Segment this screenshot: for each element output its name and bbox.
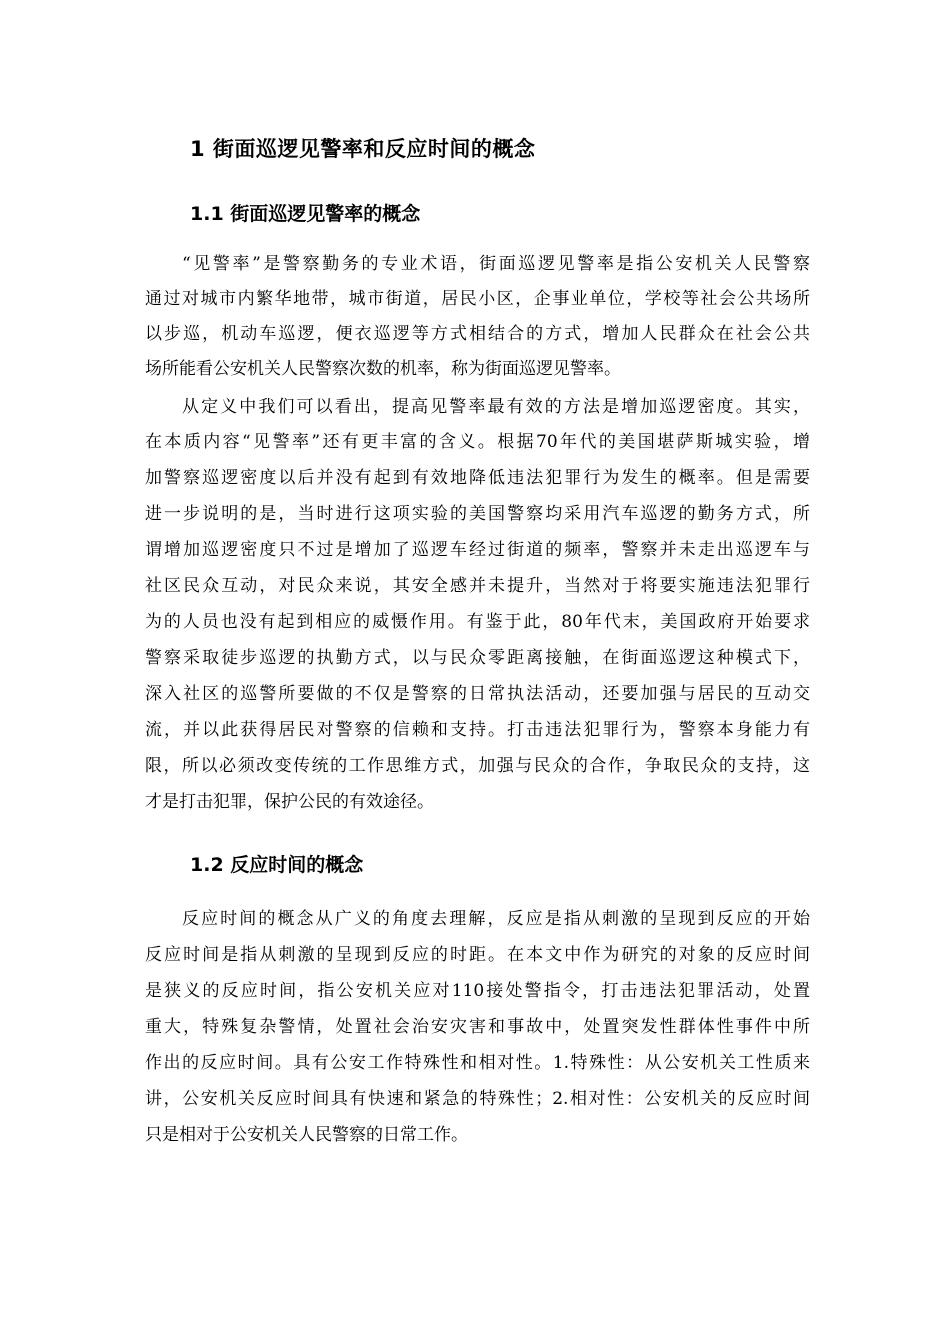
paragraph-line: 反应时间的概念从广义的角度去理解，反应是指从刺激的呈现到反应的开始: [182, 909, 810, 929]
paragraph-line: 重大，特殊复杂警情，处置社会治安灾害和事故中，处置突发性群体性事件中所: [145, 1017, 810, 1037]
paragraph-line: 警察采取徒步巡逻的执勤方式，以与民众零距离接触，在街面巡逻这种模式下，: [145, 648, 810, 668]
paragraph-line: 谓增加巡逻密度只不过是增加了巡逻车经过街道的频率，警察并未走出巡逻车与: [145, 540, 810, 560]
paragraph-line: 讲，公安机关反应时间具有快速和紧急的特殊性；2.相对性：公安机关的反应时间: [145, 1089, 810, 1109]
paragraph-line: 在本质内容“见警率”还有更丰富的含义。根据70年代的美国堪萨斯城实验，增: [145, 432, 810, 452]
paragraph-line: 为的人员也没有起到相应的威慑作用。有鉴于此，80年代末，美国政府开始要求: [145, 612, 810, 632]
paragraph-line: 只是相对于公安机关人民警察的日常工作。: [145, 1125, 468, 1145]
paragraph-line: 社区民众互动，对民众来说，其安全感并未提升，当然对于将要实施违法犯罪行: [145, 576, 810, 596]
paragraph-line: 限，所以必须改变传统的工作思维方式，加强与民众的合作，争取民众的支持，这: [145, 756, 810, 776]
paragraph-line: 作出的反应时间。具有公安工作特殊性和相对性。1.特殊性：从公安机关工性质来: [145, 1053, 810, 1073]
paragraph-line: “见警率”是警察勤务的专业术语，街面巡逻见警率是指公安机关人民警察: [182, 254, 810, 274]
paragraph-line: 进一步说明的是，当时进行这项实验的美国警察均采用汽车巡逻的勤务方式，所: [145, 504, 810, 524]
paragraph-line: 以步巡，机动车巡逻，便衣巡逻等方式相结合的方式，增加人民群众在社会公共: [145, 324, 810, 344]
section-heading: 1 街面巡逻见警率和反应时间的概念: [190, 137, 536, 161]
paragraph-line: 反应时间是指从刺激的呈现到反应的时距。在本文中作为研究的对象的反应时间: [145, 945, 810, 965]
paragraph-line: 才是打击犯罪，保护公民的有效途径。: [145, 792, 434, 812]
paragraph-line: 深入社区的巡警所要做的不仅是警察的日常执法活动，还要加强与居民的互动交: [145, 684, 810, 704]
paragraph-line: 是狭义的反应时间，指公安机关应对110接处警指令，打击违法犯罪活动，处置: [145, 981, 810, 1001]
paragraph-line: 流，并以此获得居民对警察的信赖和支持。打击违法犯罪行为，警察本身能力有: [145, 720, 810, 740]
paragraph-line: 场所能看公安机关人民警察次数的机率，称为街面巡逻见警率。: [145, 359, 621, 379]
paragraph-line: 从定义中我们可以看出，提高见警率最有效的方法是增加巡逻密度。其实，: [182, 397, 810, 417]
subsection-heading-1-1: 1.1 街面巡逻见警率的概念: [190, 203, 421, 225]
subsection-heading-1-2: 1.2 反应时间的概念: [190, 854, 364, 876]
paragraph-line: 通过对城市内繁华地带，城市街道，居民小区，企事业单位，学校等社会公共场所: [145, 289, 810, 309]
paragraph-line: 加警察巡逻密度以后并没有起到有效地降低违法犯罪行为发生的概率。但是需要: [145, 468, 810, 488]
